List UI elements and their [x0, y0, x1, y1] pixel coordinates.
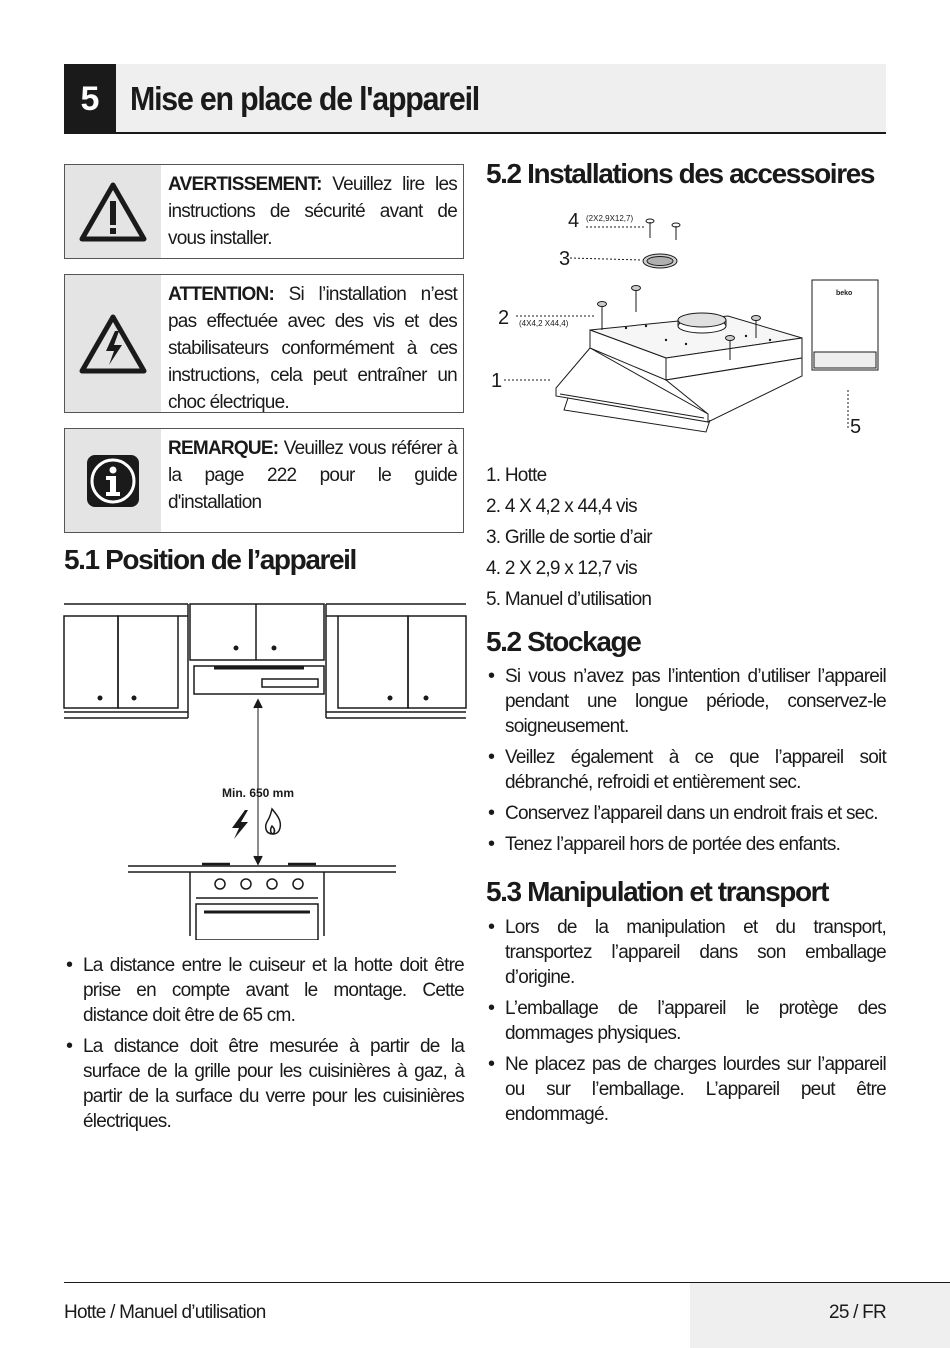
chapter-number: 5	[64, 64, 116, 134]
list-item: 1. Hotte	[486, 465, 547, 486]
attention-text: ATTENTION: Si l’installation n’est pas effectuée avec des vis et des stabilisateurs conformément à ces instructions, cela peut entraîner un choc électrique.	[168, 284, 457, 413]
section-52-accessories-title: 5.2 Installations des accessoires	[486, 158, 875, 189]
list-item: • La distance entre le cuiseur et la hotte doit être prise en compte avant le montage. Cette distance doit être de 65 cm.	[64, 953, 464, 1028]
chapter-header	[64, 64, 886, 134]
section-51-bullets	[64, 953, 464, 1140]
list-item: 5. Manuel d’utilisation	[486, 589, 652, 610]
accessories-diagram	[486, 200, 886, 445]
section-51-title: 5.1 Position de l’appareil	[64, 544, 356, 575]
list-item: • Conservez l’appareil dans un endroit frais et sec.	[486, 801, 886, 826]
footer-document-title: Hotte / Manuel d’utilisation	[64, 1302, 266, 1323]
callout-4: 4	[568, 210, 580, 232]
list-item: • Lors de la manipulation et du transport, transportez l’appareil dans son emballage d’origine.	[486, 915, 886, 990]
electric-shock-warning-icon	[65, 275, 161, 412]
list-item: • Tenez l’appareil hors de portée des enfants.	[486, 832, 886, 857]
callout-1: 1	[491, 370, 503, 392]
list-item: 3. Grille de sortie d’air	[486, 527, 652, 548]
footer-page-number: 25 / FR	[829, 1302, 886, 1323]
warning-text: AVERTISSEMENT: Veuillez lire les instructions de sécurité avant de vous installer.	[168, 174, 457, 249]
transport-bullets	[486, 915, 886, 1133]
storage-bullets	[486, 664, 886, 863]
list-item: • Ne placez pas de charges lourdes sur l’appareil ou sur l’emballage. L’appareil peut être endommagé.	[486, 1052, 886, 1127]
warning-icon	[65, 165, 161, 258]
callout-2: 2	[498, 307, 510, 329]
min-distance-label: Min. 650 mm	[222, 786, 295, 800]
section-52-storage-title: 5.2 Stockage	[486, 626, 641, 657]
list-item: • L’emballage de l’appareil le protège des dommages physiques.	[486, 996, 886, 1046]
callout-2-detail: (4X4,2 X44,4)	[519, 319, 569, 328]
list-item: 4. 2 X 2,9 x 12,7 vis	[486, 558, 637, 579]
kitchen-position-diagram	[62, 598, 468, 940]
callout-4-detail: (2X2,9X12,7)	[586, 214, 634, 223]
section-53-title: 5.3 Manipulation et transport	[486, 876, 829, 907]
callout-3: 3	[559, 248, 571, 270]
footer-page-box	[690, 1283, 950, 1348]
accessories-list	[486, 460, 652, 615]
warning-notice	[64, 164, 464, 259]
note-text: REMARQUE: Veuillez vous référer à la page 222 pour le guide d'installation	[168, 438, 457, 513]
manual-brand: beko	[836, 290, 853, 297]
list-item: 2. 4 X 4,2 x 44,4 vis	[486, 496, 637, 517]
callout-5: 5	[850, 416, 862, 438]
note-notice	[64, 428, 464, 533]
list-item: • Si vous n’avez pas l’intention d’utiliser l’appareil pendant une longue période, conservez-le soigneusement.	[486, 664, 886, 739]
list-item: • La distance doit être mesurée à partir de la surface de la grille pour les cuisinières à gaz, à partir de la surface du verre pour les cuisinières électriques.	[64, 1034, 464, 1134]
attention-notice	[64, 274, 464, 413]
chapter-title: Mise en place de l'appareil	[130, 80, 480, 117]
list-item: • Veillez également à ce que l’appareil soit débranché, refroidi et entièrement sec.	[486, 745, 886, 795]
info-icon	[65, 429, 161, 532]
